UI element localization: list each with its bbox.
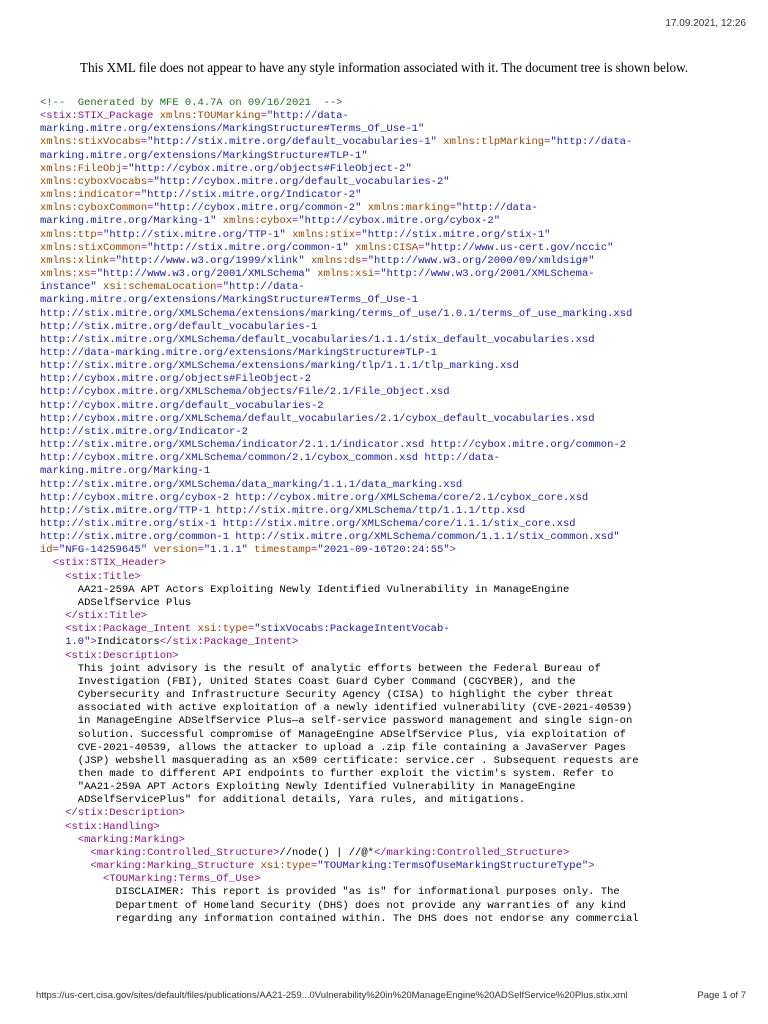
xml-tag-token: =	[449, 202, 456, 215]
xml-tag-token: <stix:Title>	[65, 570, 141, 583]
xml-line	[40, 623, 744, 636]
xml-attr-token: xmlns:indicator	[40, 189, 135, 202]
xml-txt-token: in ManageEngine ADSelfService Plus—a self-service password management and single sign-on	[77, 715, 633, 728]
xml-line	[40, 781, 744, 794]
xml-val-token: "TOUMarking:TermsOfUseMarkingStructureType"	[317, 860, 589, 873]
xml-val-token: http://stix.mitre.org/XMLSchema/default_vocabularies/1.1.1/stix_default_vocabularies.xsd	[40, 333, 595, 346]
xml-txt-token: associated with active exploitation of a newly identified vulnerability (CVE-2021-40539)	[77, 702, 633, 715]
xml-line	[40, 650, 744, 663]
style-info-notice: This XML file does not appear to have any style information associated with it. The document tree is shown below.	[79, 60, 689, 75]
xml-line	[40, 913, 744, 926]
xml-tag-token: <stix:Description>	[65, 649, 179, 662]
xml-val-token: http://cybox.mitre.org/XMLSchema/common/2.1/cybox_common.xsd http://data-	[40, 452, 500, 465]
xml-tag-token: =	[361, 254, 368, 267]
xml-val-token: "http://cybox.mitre.org/default_vocabularies-2"	[153, 175, 450, 188]
xml-line	[40, 136, 744, 149]
xml-line	[40, 518, 744, 531]
xml-tag-token: <stix:Handling>	[65, 820, 160, 833]
xml-line	[40, 360, 744, 373]
xml-val-token: "http://stix.mitre.org/Indicator-2"	[140, 189, 362, 202]
xml-tag-token: =	[310, 860, 318, 873]
xml-line	[40, 110, 744, 123]
xml-line	[40, 439, 744, 452]
xml-line	[40, 636, 744, 649]
print-footer	[36, 990, 746, 1001]
xml-val-token: http://stix.mitre.org/TTP-1 http://stix.mitre.org/XMLSchema/ttp/1.1.1/ttp.xsd	[40, 504, 526, 517]
xml-line	[40, 557, 744, 570]
xml-line	[40, 505, 744, 518]
xml-line	[40, 900, 744, 913]
xml-tag-token: >	[90, 636, 97, 649]
xml-attr-token: xmlns:FileObj	[40, 162, 122, 175]
xml-val-token: http://stix.mitre.org/stix-1 http://stix.mitre.org/XMLSchema/core/1.1.1/stix_core.xsd	[40, 518, 576, 530]
xml-txt-token: //node() | //@*	[279, 846, 374, 859]
xml-line	[40, 255, 744, 268]
xml-tag-token: =	[355, 228, 362, 241]
xml-tag-token: </stix:Title>	[65, 610, 148, 623]
xml-txt-token: then made to different API endpoints to further exploit the victim's system. Refer to	[77, 767, 614, 780]
xml-txt-token: ADSelfServicePlus" for additional details, Yara rules, and mitigations.	[77, 794, 526, 807]
xml-line	[40, 400, 744, 413]
xml-attr-token: xsi:type	[260, 860, 311, 873]
footer-url: https://us-cert.cisa.gov/sites/default/files/publications/AA21-259...0Vulnerability%20in%20ManageEngine%20ADSelfService%20Plus.stix.xml	[36, 990, 628, 1001]
xml-txt-token: regarding any information contained within. The DHS does not endorse any commercial	[115, 912, 639, 925]
xml-txt-token: "AA21-259A APT Actors Exploiting Newly Identified Vulnerability in ManageEngine	[77, 781, 576, 794]
xml-line	[40, 847, 744, 860]
xml-line	[40, 202, 744, 215]
xml-val-token: "http://stix.mitre.org/stix-1"	[361, 228, 551, 241]
xml-attr-token: xmlns:TOUMarking	[159, 110, 261, 123]
xml-txt-token: Indicators	[96, 636, 160, 649]
xml-tag-token: >	[588, 860, 595, 873]
xml-tag-token: =	[90, 268, 97, 281]
xml-tag-token: =	[140, 136, 148, 149]
xml-line	[40, 794, 744, 807]
xml-txt-token: Cybersecurity and Infrastructure Security Agency (CISA) to highlight the cyber threat	[77, 689, 614, 702]
xml-val-token: http://cybox.mitre.org/XMLSchema/default_vocabularies/2.1/cybox_default_vocabularies.xsd	[40, 412, 595, 425]
xml-line	[40, 150, 744, 163]
xml-val-token: http://stix.mitre.org/XMLSchema/data_marking/1.1.1/data_marking.xsd	[40, 478, 463, 491]
xml-attr-token: xmlns:ttp	[40, 228, 97, 241]
xml-val-token: "NFG-14259645"	[58, 544, 154, 557]
xml-val-token: "http://www.w3.org/2000/09/xmldsig#"	[367, 254, 595, 267]
xml-attr-token: id	[40, 544, 53, 557]
xml-txt-token: AA21-259A APT Actors Exploiting Newly Identified Vulnerability in ManageEngine	[77, 583, 570, 596]
print-timestamp: 17.09.2021, 12:26	[665, 18, 746, 29]
xml-txt-token: ADSelfService Plus	[77, 596, 192, 609]
xml-line	[40, 729, 744, 742]
xml-line	[40, 308, 744, 321]
xml-attr-token: xmlns:xsi	[317, 268, 374, 281]
xml-tag-token: <marking:Marking>	[77, 833, 185, 846]
xml-txt-token: Investigation (FBI), United States Coast Guard Cyber Command (CGCYBER), and the	[77, 675, 576, 688]
xml-val-token: http://stix.mitre.org/Indicator-2	[40, 425, 248, 438]
xml-line	[40, 294, 744, 307]
xml-line	[40, 663, 744, 676]
xml-line	[40, 610, 744, 623]
xml-line	[40, 479, 744, 492]
xml-line	[40, 821, 744, 834]
xml-line	[40, 597, 744, 610]
xml-txt-token: This joint advisory is the result of analytic efforts between the Federal Bureau of	[77, 662, 601, 675]
xml-txt-token: Department of Homeland Security (DHS) does not provide any warranties of any kind	[115, 899, 626, 912]
xml-attr-token: timestamp	[254, 544, 311, 557]
xml-line	[40, 834, 744, 847]
xml-attr-token: xmlns:cybox	[222, 215, 293, 228]
xml-tag-token: =	[147, 202, 154, 215]
xml-tag-token: =	[52, 544, 59, 557]
xml-line	[40, 373, 744, 386]
xml-line	[40, 531, 744, 544]
xml-val-token: http://cybox.mitre.org/objects#FileObject-2	[40, 373, 311, 386]
xml-val-token: http://cybox.mitre.org/XMLSchema/objects/File/2.1/File_Object.xsd	[40, 386, 450, 399]
xml-tag-token: =	[140, 241, 148, 254]
xml-txt-token: solution. Successful compromise of ManageEngine ADSelfService Plus, via exploitation of	[77, 728, 626, 741]
xml-tag-token: =	[311, 544, 318, 557]
xml-line	[40, 676, 744, 689]
xml-tag-token: <stix:STIX_Package	[40, 110, 160, 123]
xml-line	[40, 215, 744, 228]
xml-line	[40, 229, 744, 242]
xml-line	[40, 386, 744, 399]
xml-val-token: http://stix.mitre.org/XMLSchema/indicator/2.1.1/indicator.xsd http://cybox.mitre.org/common-2	[40, 439, 626, 452]
xml-line	[40, 347, 744, 360]
xml-tag-token: =	[247, 623, 255, 636]
xml-tag-token: <TOUMarking:Terms_Of_Use>	[103, 873, 261, 886]
xml-line	[40, 97, 744, 110]
xml-val-token: http://stix.mitre.org/XMLSchema/extensions/marking/terms_of_use/1.0.1/terms_of_use_marking.xsd	[40, 307, 633, 320]
xml-line	[40, 584, 744, 597]
xml-tag-token: <stix:STIX_Header>	[52, 557, 167, 570]
xml-attr-token: xsi:schemaLocation	[103, 281, 217, 294]
xml-tag-token: =	[121, 162, 129, 175]
xml-tag-token: =	[544, 136, 551, 149]
xml-line	[40, 189, 744, 202]
xml-val-token: "2021-09-16T20:24:55"	[317, 544, 450, 557]
xml-line	[40, 807, 744, 820]
xml-tag-token: =	[134, 189, 141, 202]
xml-val-token: "http://data-	[455, 202, 538, 215]
xml-attr-token: xmlns:ds	[310, 254, 362, 267]
xml-txt-token: CVE-2021-40539, allows the attacker to upload a .zip file containing a JavaServer Pages	[77, 741, 626, 754]
xml-line	[40, 492, 744, 505]
xml-val-token: "http://data-	[266, 110, 349, 123]
xml-line	[40, 413, 744, 426]
xml-val-token: "http://stix.mitre.org/TTP-1"	[103, 228, 293, 241]
xml-attr-token: xmlns:tlpMarking	[443, 136, 545, 149]
xml-line	[40, 242, 744, 255]
xml-attr-token: xmlns:stix	[292, 228, 356, 241]
xml-val-token: "http://www.w3.org/1999/xlink"	[115, 254, 311, 267]
xml-tag-token: >	[449, 544, 456, 557]
xml-line	[40, 452, 744, 465]
xml-val-token: marking.mitre.org/Marking-1	[40, 465, 211, 478]
xml-attr-token: xmlns:stixCommon	[40, 241, 141, 254]
xml-val-token: "1.1.1"	[203, 544, 255, 557]
xml-tag-token: </marking:Controlled_Structure>	[373, 846, 570, 859]
xml-line	[40, 176, 744, 189]
xml-val-token: http://stix.mitre.org/default_vocabularies-1	[40, 320, 318, 333]
xml-line	[40, 768, 744, 781]
xml-line	[40, 123, 744, 136]
xml-val-token: "http://cybox.mitre.org/objects#FileObject-2"	[128, 162, 412, 175]
xml-tag-token: <marking:Marking_Structure	[90, 860, 261, 873]
xml-val-token: marking.mitre.org/extensions/MarkingStructure#TLP-1"	[40, 149, 368, 162]
xml-line	[40, 544, 744, 557]
xml-val-token: http://cybox.mitre.org/cybox-2 http://cybox.mitre.org/XMLSchema/core/2.1/cybox_core.xsd	[40, 491, 589, 504]
xml-val-token: "http://stix.mitre.org/default_vocabularies-1"	[147, 136, 444, 149]
xml-attr-token: xmlns:marking	[367, 202, 450, 215]
xml-attr-token: xsi:type	[197, 623, 248, 636]
xml-document-tree	[40, 97, 744, 926]
xml-line	[40, 860, 744, 873]
xml-attr-token: version	[153, 544, 198, 557]
xml-line	[40, 742, 744, 755]
xml-attr-token: xmlns:cyboxVocabs	[40, 175, 148, 188]
xml-val-token: marking.mitre.org/extensions/MarkingStructure#Terms_Of_Use-1	[40, 294, 419, 307]
xml-tag-token: =	[147, 175, 154, 188]
xml-line	[40, 334, 744, 347]
xml-tag-token: =	[418, 241, 425, 254]
xml-line	[40, 268, 744, 281]
xml-line	[40, 715, 744, 728]
xml-val-token: "http://stix.mitre.org/common-1"	[147, 241, 356, 254]
xml-line	[40, 465, 744, 478]
xml-val-token: http://stix.mitre.org/XMLSchema/extensions/marking/tlp/1.1.1/tlp_marking.xsd	[40, 360, 519, 373]
xml-txt-token: (JSP) webshell masquerading as an x509 certificate: service.cer . Subsequent requests are	[77, 754, 639, 767]
xml-val-token: 1.0"	[65, 636, 91, 649]
xml-tag-token: =	[96, 228, 104, 241]
xml-attr-token: xmlns:xlink	[40, 254, 110, 267]
xml-val-token: "http://www.w3.org/2001/XMLSchema"	[96, 268, 318, 281]
xml-line	[40, 281, 744, 294]
xml-line	[40, 689, 744, 702]
xml-line	[40, 571, 744, 584]
xml-val-token: "stixVocabs:PackageIntentVocab-	[254, 623, 450, 636]
xml-val-token: "http://www.w3.org/2001/XMLSchema-	[380, 268, 595, 281]
xml-attr-token: xmlns:CISA	[355, 241, 419, 254]
xml-line	[40, 321, 744, 334]
xml-val-token: http://data-marking.mitre.org/extensions/MarkingStructure#TLP-1	[40, 346, 437, 359]
xml-tag-token: </stix:Description>	[65, 807, 185, 820]
xml-val-token: instance"	[40, 281, 104, 294]
xml-line	[40, 755, 744, 768]
xml-tag-token: </stix:Package_Intent>	[159, 636, 299, 649]
xml-val-token: marking.mitre.org/extensions/MarkingStructure#Terms_Of_Use-1"	[40, 123, 425, 136]
xml-val-token: http://stix.mitre.org/common-1 http://stix.mitre.org/XMLSchema/common/1.1.1/stix_common.xsd"	[40, 531, 620, 544]
xml-val-token: "http://www.us-cert.gov/nccic"	[424, 241, 614, 254]
xml-val-token: "http://data-	[222, 281, 305, 294]
footer-page-number: Page 1 of 7	[697, 990, 746, 1001]
xml-line	[40, 426, 744, 439]
xml-tag-token: =	[197, 544, 204, 557]
xml-line	[40, 886, 744, 899]
xml-val-token: marking.mitre.org/Marking-1"	[40, 215, 223, 228]
xml-tag-token: =	[109, 254, 116, 267]
xml-line	[40, 702, 744, 715]
xml-tag-token: <marking:Controlled_Structure>	[90, 846, 280, 859]
xml-tag-token: =	[216, 281, 223, 294]
xml-val-token: "http://cybox.mitre.org/cybox-2"	[298, 215, 500, 228]
xml-tag-token: =	[374, 268, 381, 281]
xml-line	[40, 163, 744, 176]
xml-tag-token: <stix:Package_Intent	[65, 623, 198, 636]
xml-val-token: http://cybox.mitre.org/default_vocabularies-2	[40, 399, 324, 412]
xml-tag-token: =	[260, 110, 267, 123]
xml-attr-token: xmlns:xs	[40, 268, 91, 281]
xml-tag-token: =	[292, 215, 299, 228]
xml-val-token: "http://data-	[550, 136, 633, 149]
xml-line	[40, 873, 744, 886]
xml-txt-token: DISCLAIMER: This report is provided "as is" for informational purposes only. The	[115, 886, 620, 899]
xml-val-token: "http://cybox.mitre.org/common-2"	[153, 202, 368, 215]
xml-attr-token: xmlns:cyboxCommon	[40, 202, 148, 215]
xml-attr-token: xmlns:stixVocabs	[40, 136, 141, 149]
xml-comment-token: <!-- Generated by MFE 0.4.7A on 09/16/2021 -->	[40, 97, 343, 109]
